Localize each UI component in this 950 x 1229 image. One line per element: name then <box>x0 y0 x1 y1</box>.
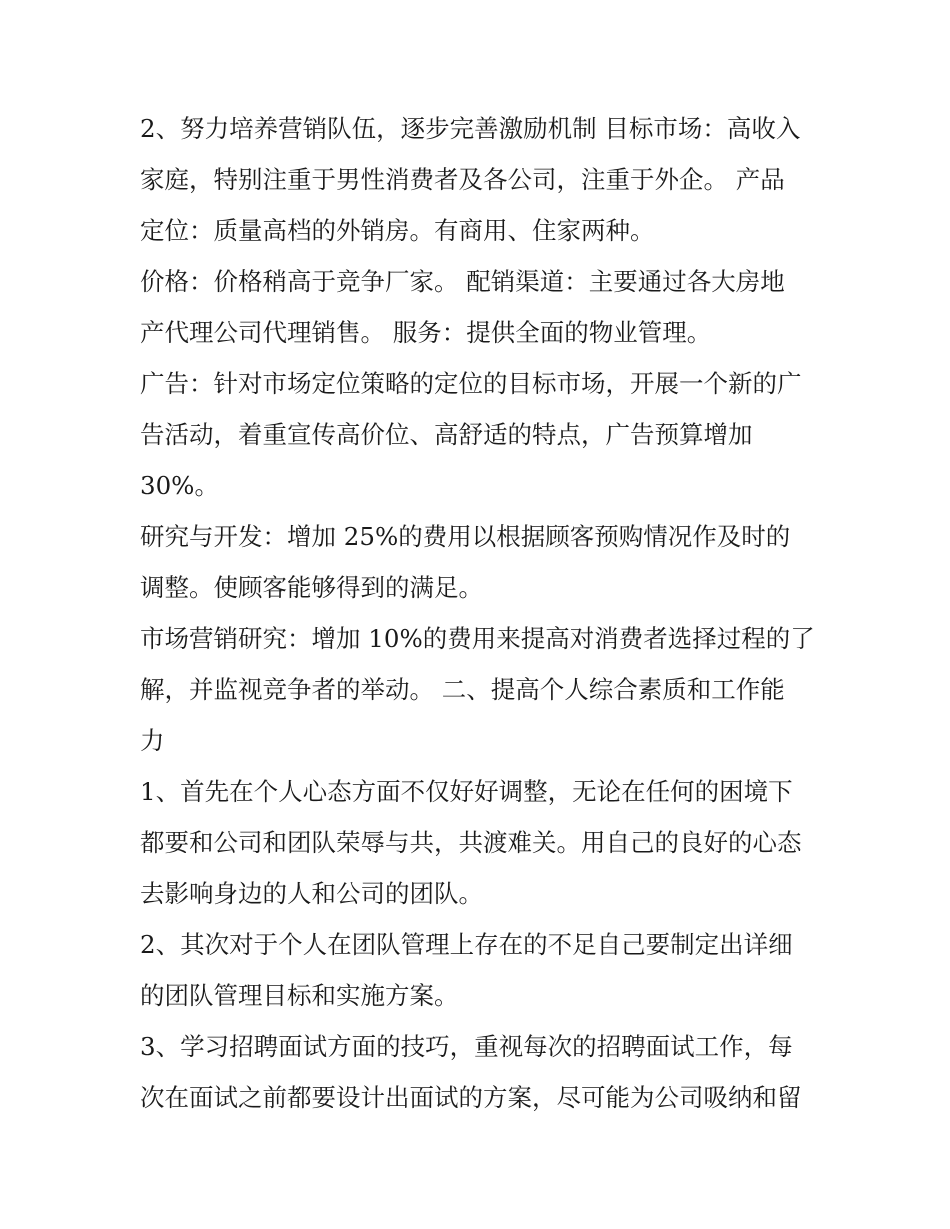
text-line: 定位：质量高档的外销房。有商用、住家两种。 <box>140 216 655 245</box>
text-line: 研究与开发：增加 25%的费用以根据顾客预购情况作及时的 <box>140 522 791 551</box>
text-line: 告活动，着重宣传高价位、高舒适的特点，广告预算增加 <box>140 420 753 449</box>
text-line: 市场营销研究：增加 10%的费用来提高对消费者选择过程的了 <box>140 624 815 653</box>
text-line: 3、学习招聘面试方面的技巧，重视每次的招聘面试工作，每 <box>140 1032 793 1061</box>
text-line: 的团队管理目标和实施方案。 <box>140 981 459 1010</box>
text-line: 2、其次对于个人在团队管理上存在的不足自己要制定出详细 <box>140 930 793 959</box>
text-line: 2、努力培养营销队伍，逐步完善激励机制 目标市场：高收入 <box>140 114 801 143</box>
text-line: 价格：价格稍高于竞争厂家。 配销渠道：主要通过各大房地 <box>140 267 785 296</box>
text-line: 都要和公司和团队荣辱与共，共渡难关。用自己的良好的心态 <box>140 828 802 857</box>
document-body <box>140 103 820 1123</box>
text-line: 家庭，特别注重于男性消费者及各公司，注重于外企。 产品 <box>140 165 785 194</box>
text-line: 去影响身边的人和公司的团队。 <box>140 879 483 908</box>
text-line: 力 <box>140 726 165 755</box>
text-line: 解，并监视竞争者的举动。 二、提高个人综合素质和工作能 <box>140 675 785 704</box>
text-line: 次在面试之前都要设计出面试的方案，尽可能为公司吸纳和留 <box>140 1083 802 1112</box>
text-line: 广告：针对市场定位策略的定位的目标市场，开展一个新的广 <box>140 369 802 398</box>
text-line: 1、首先在个人心态方面不仅好好调整，无论在任何的困境下 <box>140 777 793 806</box>
text-line: 产代理公司代理销售。 服务：提供全面的物业管理。 <box>140 318 712 347</box>
text-line: 30%。 <box>140 471 219 500</box>
text-line: 调整。使顾客能够得到的满足。 <box>140 573 483 602</box>
